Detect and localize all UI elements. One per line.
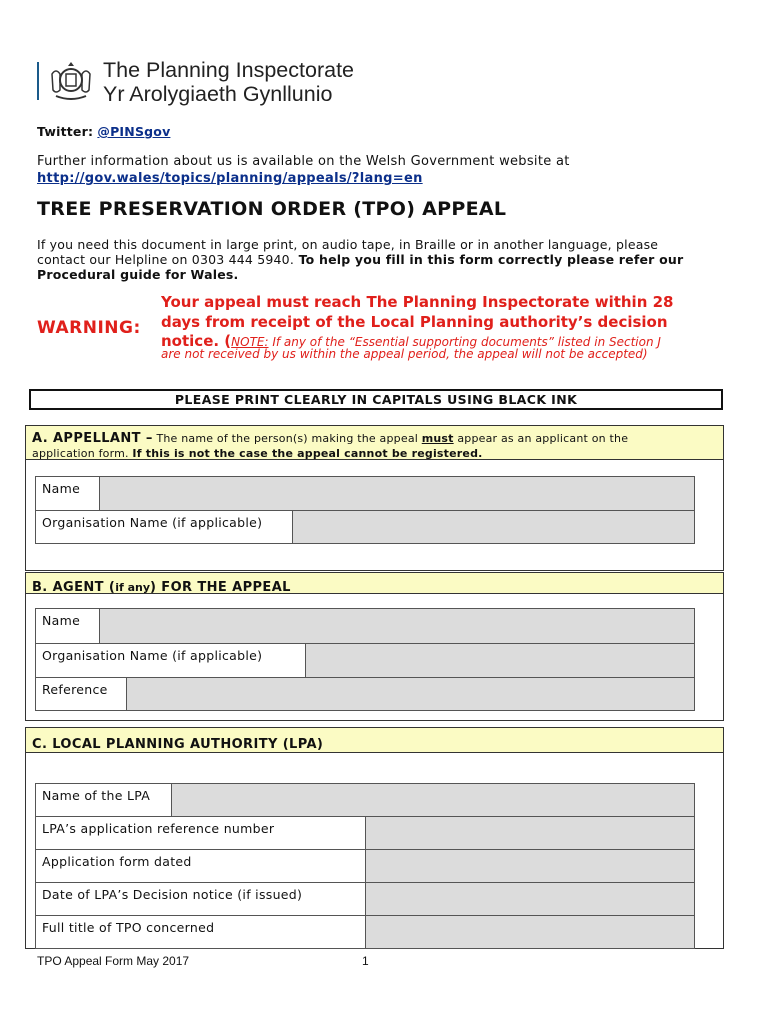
section-b-title-2: ) FOR THE APPEAL	[150, 580, 291, 595]
agent-name-field[interactable]	[35, 608, 695, 644]
intro-line-3: Procedural guide for Wales.	[37, 267, 239, 282]
appellant-org-field[interactable]	[35, 510, 695, 544]
section-b	[25, 572, 724, 721]
agent-reference-input[interactable]	[127, 678, 694, 710]
section-a-title: A. APPELLANT –	[32, 431, 153, 446]
form-id: TPO Appeal Form May 2017	[37, 954, 190, 968]
info-block	[37, 153, 570, 187]
appellant-name-input[interactable]	[100, 477, 694, 510]
section-a-header	[26, 426, 723, 460]
lpa-reference-input[interactable]	[366, 817, 694, 849]
agent-org-field[interactable]	[35, 643, 695, 678]
warning-notice: notice. (	[161, 332, 232, 350]
section-a-subtitle-3: application form.	[32, 447, 133, 460]
royal-crest-icon	[48, 60, 94, 102]
org-name-welsh: Yr Arolygiaeth Gynllunio	[103, 82, 333, 106]
field-label: Application form dated	[36, 850, 366, 882]
section-c	[25, 727, 724, 949]
field-label: Name of the LPA	[36, 784, 172, 816]
agent-org-input[interactable]	[306, 644, 694, 677]
section-b-if-any: if any	[115, 581, 151, 594]
application-date-input[interactable]	[366, 850, 694, 882]
application-date-field[interactable]	[35, 849, 695, 883]
twitter-line	[37, 124, 170, 139]
intro-line-2	[37, 252, 683, 267]
warning-note-label: NOTE:	[231, 335, 269, 349]
lpa-reference-field[interactable]	[35, 816, 695, 850]
page-title: TREE PRESERVATION ORDER (TPO) APPEAL	[37, 198, 507, 220]
section-c-title: C. LOCAL PLANNING AUTHORITY (LPA)	[32, 737, 324, 752]
tpo-title-input[interactable]	[366, 916, 694, 948]
twitter-label: Twitter:	[37, 124, 94, 139]
must-emphasis: must	[421, 432, 454, 445]
field-label: Full title of TPO concerned	[36, 916, 366, 948]
org-name	[103, 58, 354, 106]
section-a-subtitle: The name of the person(s) making the appeal	[152, 432, 422, 445]
decision-date-input[interactable]	[366, 883, 694, 915]
section-a-subtitle-2: appear as an applicant on the	[453, 432, 629, 445]
lpa-name-field[interactable]	[35, 783, 695, 817]
field-label: Organisation Name (if applicable)	[36, 644, 306, 677]
agent-name-input[interactable]	[100, 609, 694, 643]
section-c-header	[26, 728, 723, 753]
warning-text	[161, 293, 721, 353]
info-text: Further information about us is available on the Welsh Government website at	[37, 154, 570, 169]
tpo-title-field[interactable]	[35, 915, 695, 949]
field-label: Name	[36, 609, 100, 643]
warning-note-text: If any of the “Essential supporting documents” listed in Section J	[268, 335, 661, 349]
warning-line-1: Your appeal must reach The Planning Inspectorate within 28	[161, 293, 674, 311]
welsh-gov-link[interactable]: http://gov.wales/topics/planning/appeals/?lang=en	[37, 171, 423, 186]
field-label: Reference	[36, 678, 127, 710]
section-b-header	[26, 573, 723, 594]
helpline-text: contact our Helpline on 0303 444 5940.	[37, 252, 295, 267]
print-notice: PLEASE PRINT CLEARLY IN CAPITALS USING BLACK INK	[29, 389, 723, 410]
appellant-org-input[interactable]	[293, 511, 694, 543]
page-number: 1	[362, 954, 369, 968]
twitter-link[interactable]: @PINSgov	[97, 124, 171, 139]
intro-text	[37, 237, 683, 282]
decision-date-field[interactable]	[35, 882, 695, 916]
lpa-name-input[interactable]	[172, 784, 694, 816]
appellant-name-field[interactable]	[35, 476, 695, 511]
registration-warning: If this is not the case the appeal cannot be registered.	[132, 447, 483, 460]
intro-line-1: If you need this document in large print, on audio tape, in Braille or in another language, please	[37, 237, 659, 252]
logo-divider	[37, 62, 39, 100]
field-label: Organisation Name (if applicable)	[36, 511, 293, 543]
agent-reference-field[interactable]	[35, 677, 695, 711]
org-name-english: The Planning Inspectorate	[103, 58, 354, 82]
field-label: Date of LPA’s Decision notice (if issued)	[36, 883, 366, 915]
field-label: Name	[36, 477, 100, 510]
warning-label: WARNING:	[37, 318, 141, 338]
warning-note-line: are not received by us within the appeal period, the appeal will not be accepted)	[161, 347, 648, 361]
warning-line-2: days from receipt of the Local Planning authority’s decision	[161, 312, 668, 331]
guide-text: To help you fill in this form correctly please refer our	[294, 252, 684, 267]
field-label: LPA’s application reference number	[36, 817, 366, 849]
section-a	[25, 425, 724, 571]
section-b-title: B. AGENT (	[32, 580, 116, 595]
